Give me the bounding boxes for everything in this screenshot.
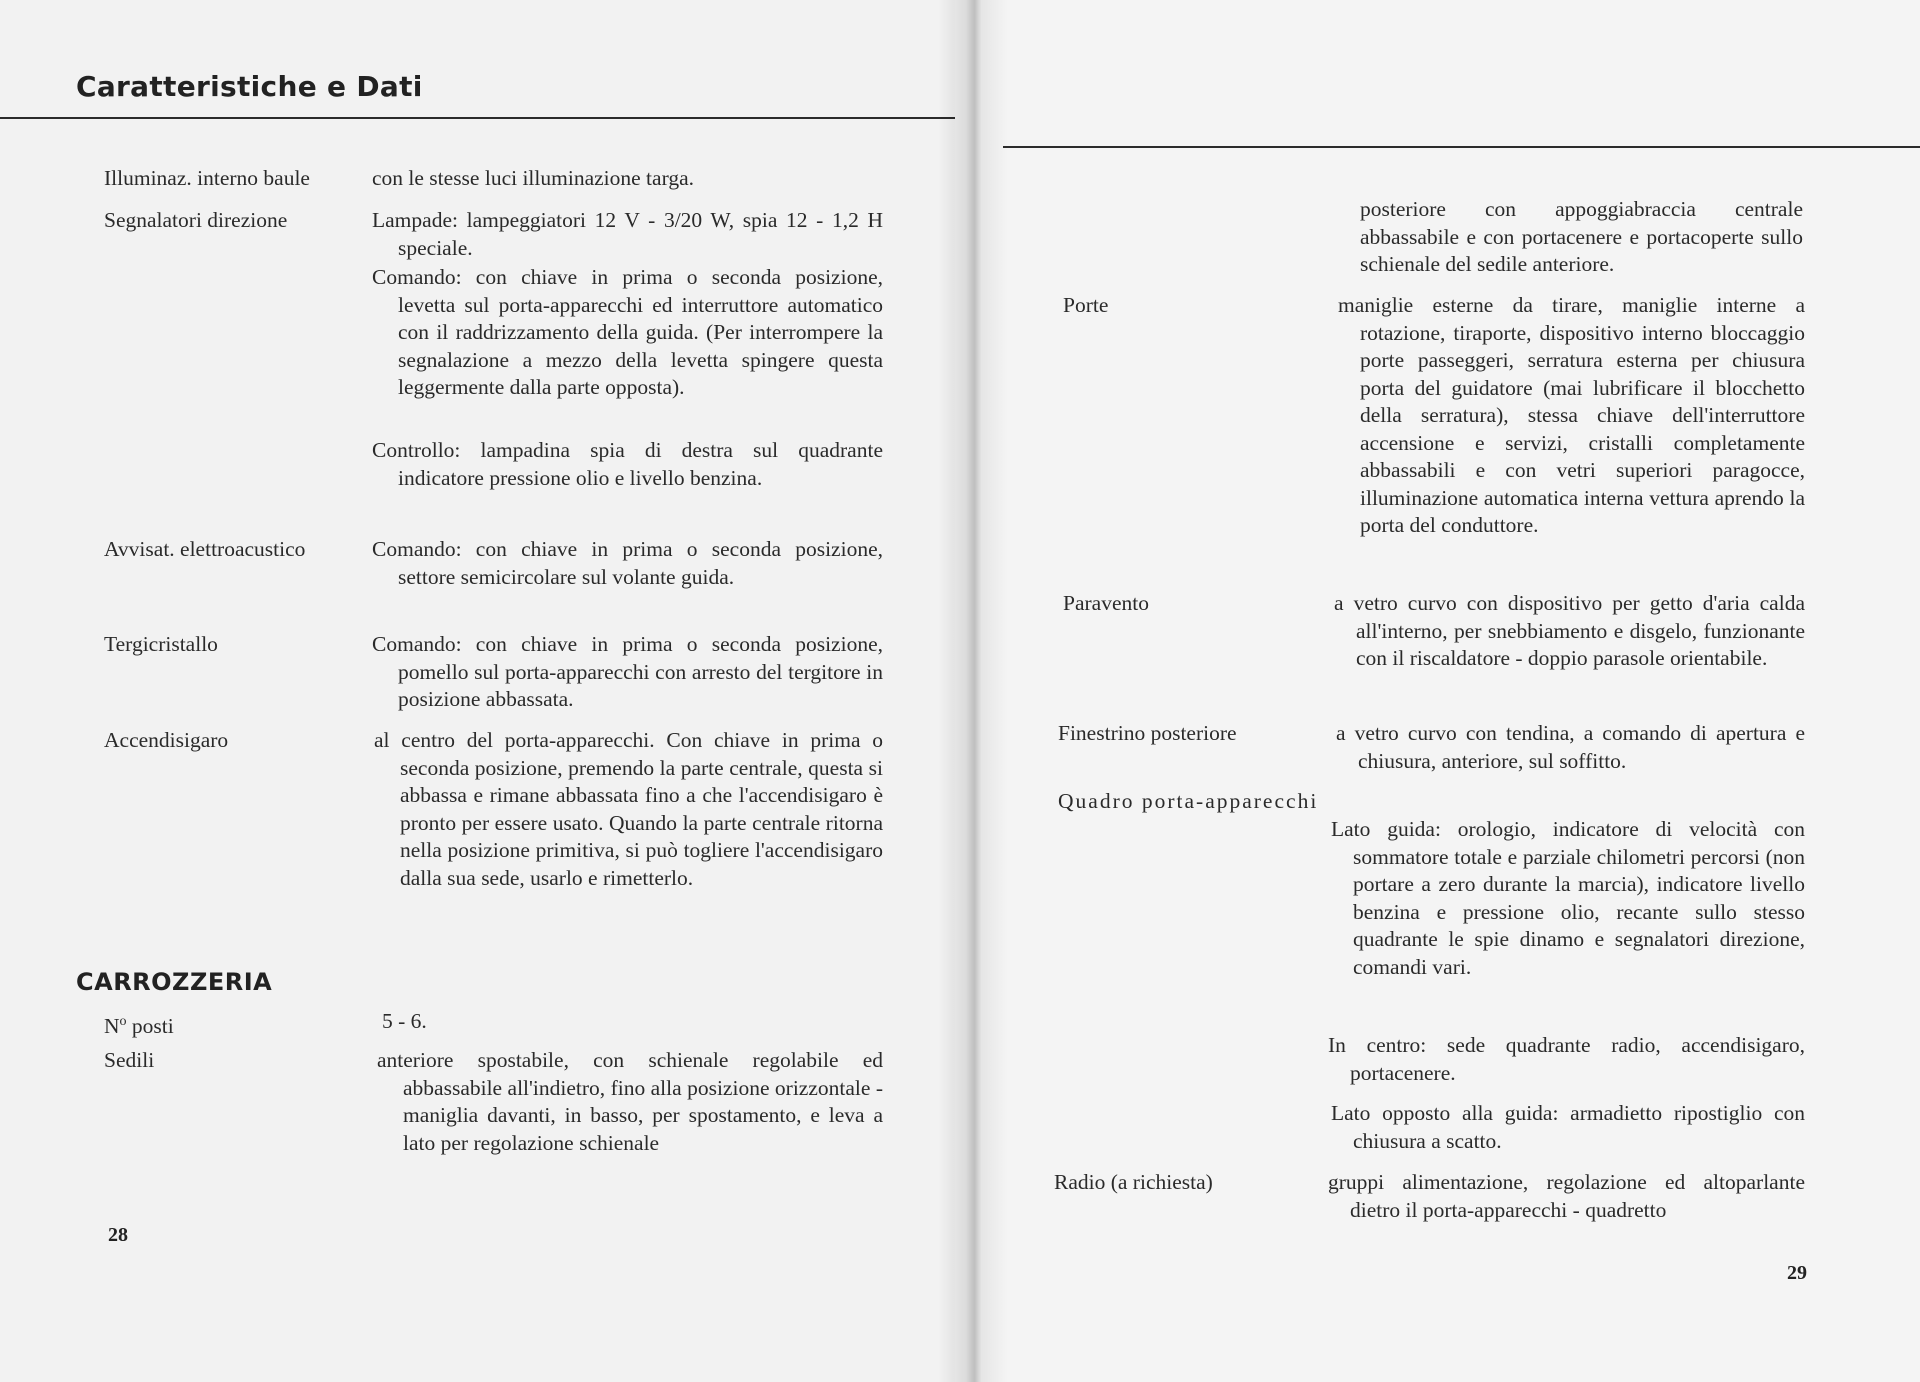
header-rule: [1003, 146, 1920, 148]
entry-label: Sedili: [104, 1048, 155, 1072]
page-number: 29: [1787, 1262, 1807, 1284]
entry-text: posteriore con appoggiabraccia centrale abbassabile e con portacenere e portacoperte sullo schienale del sedile anteriore.: [1360, 197, 1803, 276]
page-header-title: Caratteristiche e Dati: [76, 70, 423, 103]
entry-text: 5 - 6.: [382, 1009, 427, 1033]
entry-label: Quadro porta-apparecchi: [1058, 789, 1319, 813]
entry-text: Controllo: lampadina spia di destra sul quadrante indicatore pressione olio e livello benzina.: [372, 438, 883, 490]
entry-text: Comando: con chiave in prima o seconda posizione, pomello sul porta-apparecchi con arresto del tergitore in posizione abbassata.: [372, 632, 883, 711]
entry-label: Segnalatori direzione: [104, 208, 288, 232]
label-main: N: [104, 1014, 120, 1038]
entry-label: Illuminaz. interno baule: [104, 166, 310, 190]
entry-label: Avvisat. elettroacustico: [104, 537, 306, 561]
entry-text: Comando: con chiave in prima o seconda posizione, settore semicircolare sul volante guida.: [372, 537, 883, 589]
entry-label: Porte: [1063, 293, 1109, 317]
entry-text: a vetro curvo con tendina, a comando di apertura e chiusura, anteriore, sul soffitto.: [1336, 721, 1805, 773]
entry-label: Paravento: [1063, 591, 1149, 615]
entry-label: Finestrino posteriore: [1058, 721, 1237, 745]
entry-text: al centro del porta-apparecchi. Con chiave in prima o seconda posizione, premendo la parte centrale, questa si abbassa e rimane abbassata fino a che l'accendisigaro è pronto per essere usato. Quando la parte centrale ritorna nella posizione primitiva, si può togliere l'accendisigaro dalla sua sede, usarlo e rimetterlo.: [374, 728, 883, 890]
header-rule: [0, 117, 955, 119]
entry-text: maniglie esterne da tirare, maniglie interne a rotazione, tiraporte, dispositivo interno bloccaggio porte passeggeri, serratura esterna per chiusura porta del guidatore (mai lubrificare il blocchetto della serratura), stessa chiave dell'interruttore accensione e servizi, cristalli completamente abbassabili e con vetri superiori paragocce, illuminazione automatica interna vettura aprendo la porta del conduttore.: [1338, 293, 1805, 537]
entry-text: In centro: sede quadrante radio, accendisigaro, portacenere.: [1328, 1033, 1805, 1085]
entry-label: Tergicristallo: [104, 632, 218, 656]
label-rest: posti: [126, 1014, 174, 1038]
left-page: [0, 0, 955, 1382]
entry-label: Radio (a richiesta): [1054, 1170, 1213, 1194]
entry-text: Comando: con chiave in prima o seconda posizione, levetta sul porta-apparecchi ed interruttore automatico con il raddrizzamento della guida. (Per interrompere la segnalazione a mezzo della levetta spingere questa leggermente dalla parte opposta).: [372, 265, 883, 399]
entry-text: gruppi alimentazione, regolazione ed altoparlante dietro il porta-apparecchi - quadretto: [1328, 1170, 1805, 1222]
entry-text: a vetro curvo con dispositivo per getto d'aria calda all'interno, per snebbiamento e disgelo, funzionante con il riscaldatore - doppio parasole orientabile.: [1334, 591, 1805, 670]
entry-text: anteriore spostabile, con schienale regolabile ed abbassabile all'indietro, fino alla posizione orizzontale - maniglia davanti, in basso, per spostamento, e leva a lato per regolazione schienale: [377, 1048, 883, 1155]
entry-label: Accendisigaro: [104, 728, 229, 752]
entry-text: con le stesse luci illuminazione targa.: [372, 166, 695, 190]
page-number: 28: [108, 1224, 128, 1246]
section-heading: CARROZZERIA: [76, 968, 273, 996]
entry-text: Lampade: lampeggiatori 12 V - 3/20 W, spia 12 - 1,2 H speciale.: [372, 208, 883, 260]
entry-label: [104, 1008, 174, 1041]
entry-text: Lato opposto alla guida: armadietto ripostiglio con chiusura a scatto.: [1331, 1101, 1805, 1153]
label-superscript: o: [119, 1014, 127, 1029]
right-page: [955, 0, 1920, 1382]
entry-text: Lato guida: orologio, indicatore di velocità con sommatore totale e parziale chilometri percorsi (non portare a zero durante la marcia), indicatore livello benzina e pressione olio, recante sullo stesso quadrante le spie dinamo e segnalatori direzione, comandi vari.: [1331, 817, 1805, 979]
